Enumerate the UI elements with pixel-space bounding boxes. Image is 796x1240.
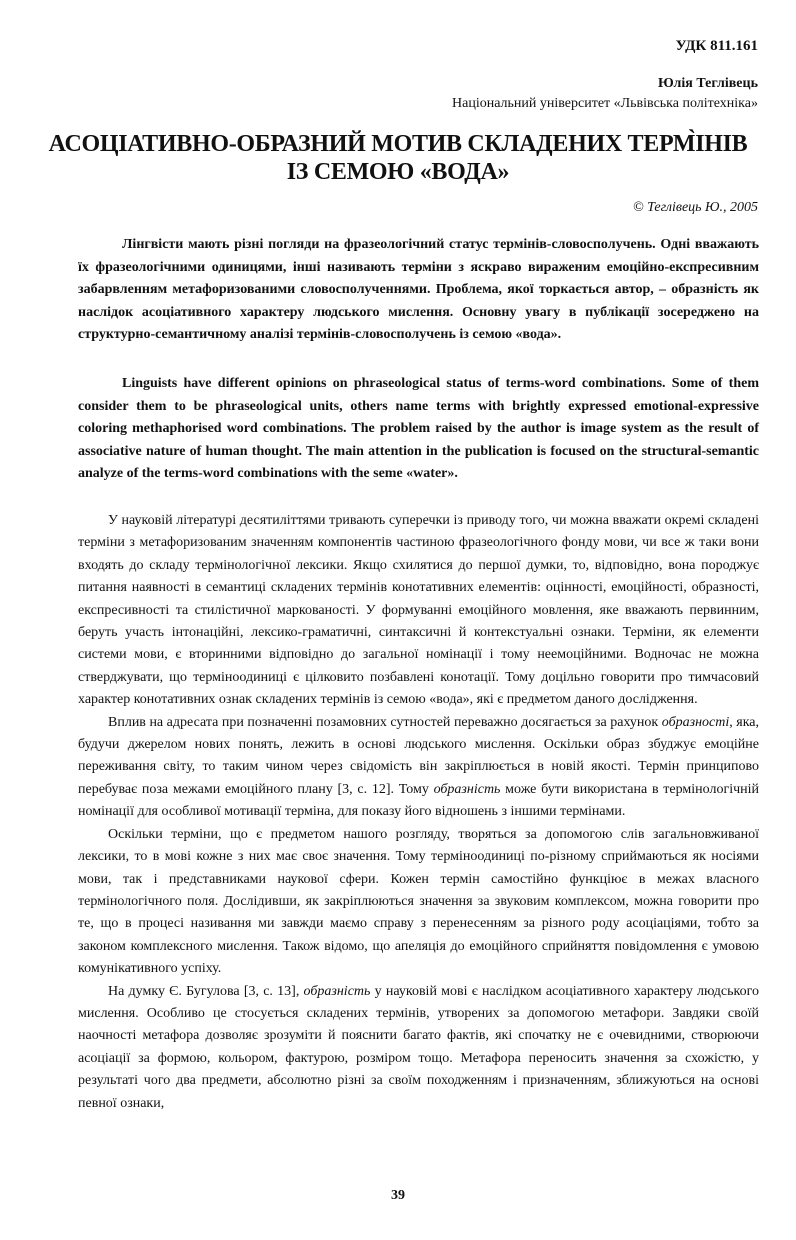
page-number: 39 bbox=[391, 1188, 405, 1203]
body-text: Вплив на адресата при позначенні позамовних сутностей переважно досягається за рахунок bbox=[108, 714, 662, 730]
body-text: у науковій мові є наслідком асоціативного характеру людського мислення. Особливо це стосується складених термінів, утворених за допомогою метафори. Завдяки своїй наочності метафора дозволяє зрозуміти й пояснити багато фактів, які спочатку не є очевидними, створюючи асоціації за формою, кольором, фактурою, розміром тощо. Метафора переносить значення за схожістю, у результаті чого два предмети, абсолютно різні за своїм походженням і призначенням, зближуються на основі певної ознаки, bbox=[78, 983, 759, 1111]
italic-term: образність bbox=[303, 983, 371, 999]
body-paragraph-1: У науковій літературі десятиліттями тривають суперечки із приводу того, чи можна вважати окремі складені терміни з метафоризованим значенням компонентів частиною фразеологічного фонду мови, чи все ж таки вони входять до складу термінологічної лексики. Якщо схилятися до першої думки, то, відповідно, вона породжує питання наявності в семантиці складених термінів конотативних елементів: оцінності, емоційності, образності, експресивності та стилістичної маркованості. У формуванні емоційного мовлення, яке вважають первинним, беруть участь інтонаційні, лексико-граматичні, синтаксичні й контекстуальні ознаки. Терміни, як елементи системи мови, є вторинними відповідно до загальної номінації і тому неемоційними. Водночас не можна стверджувати, що терміноодиниці є цілковито позбавлені конотації. Тому доцільно говорити про тимчасовий характер конотативних ознак складених термінів із семою «вода», які є предметом даного дослідження. bbox=[78, 513, 759, 708]
article-title bbox=[40, 130, 756, 186]
body-text: На думку Є. Бугулова [3, с. 13], bbox=[108, 983, 304, 999]
udk-code: УДК 811.161 bbox=[675, 38, 758, 54]
body-paragraph-4 bbox=[78, 981, 759, 1115]
italic-term: образності bbox=[661, 714, 730, 730]
body-paragraph-3: Оскільки терміни, що є предметом нашого розгляду, творяться за допомогою слів загальновживаної лексики, то в мові кожне з них має своє значення. Тому терміноодиниці по-різному сприймаються як носіями мови, так і представниками наукової сфери. Кожен термін самостійно функціює в межах власного термінологічного поля. Дослідивши, як закріплюються значення за звуковим комплексом, можна говорити про те, що в процесі називання ми завжди маємо справу з перенесенням за різного роду асоціаціями, тобто за законом комплексного мислення. Також відомо, що апеляція до емоційного сприйняття повідомлення є умовою комунікативного успіху. bbox=[78, 826, 759, 977]
body-text: , яка, будучи джерелом нових понять, лежить в основі людського мислення. Оскільки образ збуджує емоційне переживання світу, то таким чином через свідомість він закріплюється в новій якості. Термін принципово перебуває поза межами емоційного плану [3, с. 12]. Тому bbox=[78, 714, 760, 797]
article-body bbox=[78, 510, 759, 1115]
author-name: Юлія Теглівець bbox=[657, 76, 758, 91]
abstract-english: Linguists have different opinions on phraseological status of terms-word combinations. Some of them consider them to be phraseological units, others name terms with brightly expressed emotional-expressive coloring methaphorised word combinations. The problem raised by the author is image system as the result of associative nature of human thought. The main attention in the publication is focused on the structural-semantic analyze of the terms-word combinations with the seme «water». bbox=[78, 376, 759, 481]
article-title-line-2: ІЗ СЕМОЮ «ВОДА» bbox=[286, 159, 510, 185]
abstract-ukrainian: Лінгвісти мають різні погляди на фразеологічний статус термінів-словосполучень. Одні вважають їх фразеологічними одиницями, інші називають терміни з яскраво вираженим емоційно-експресивним забарвленням метафоризованими словосполученнями. Проблема, якої торкається автор, – образність як наслідок асоціативного характеру людського мислення. Основну увагу в публікації зосереджено на структурно-семантичному аналізі термінів-словосполучень із семою «вода». bbox=[78, 237, 759, 342]
article-title-line-1: АСОЦІАТИВНО-ОБРАЗНИЙ МОТИВ СКЛАДЕНИХ ТЕРМ̀ІНІВ bbox=[48, 131, 748, 157]
copyright-notice: © Теглівець Ю., 2005 bbox=[632, 200, 758, 215]
italic-term: образність bbox=[433, 781, 501, 797]
body-text: може бути використана в термінологічній номінації для особливої мотивації терміна, для показу його відношень з іншими термінами. bbox=[78, 781, 760, 820]
author-affiliation: Національний університет «Львівська політехніка» bbox=[452, 96, 758, 111]
author-block bbox=[452, 74, 758, 114]
body-paragraph-2 bbox=[78, 712, 759, 824]
